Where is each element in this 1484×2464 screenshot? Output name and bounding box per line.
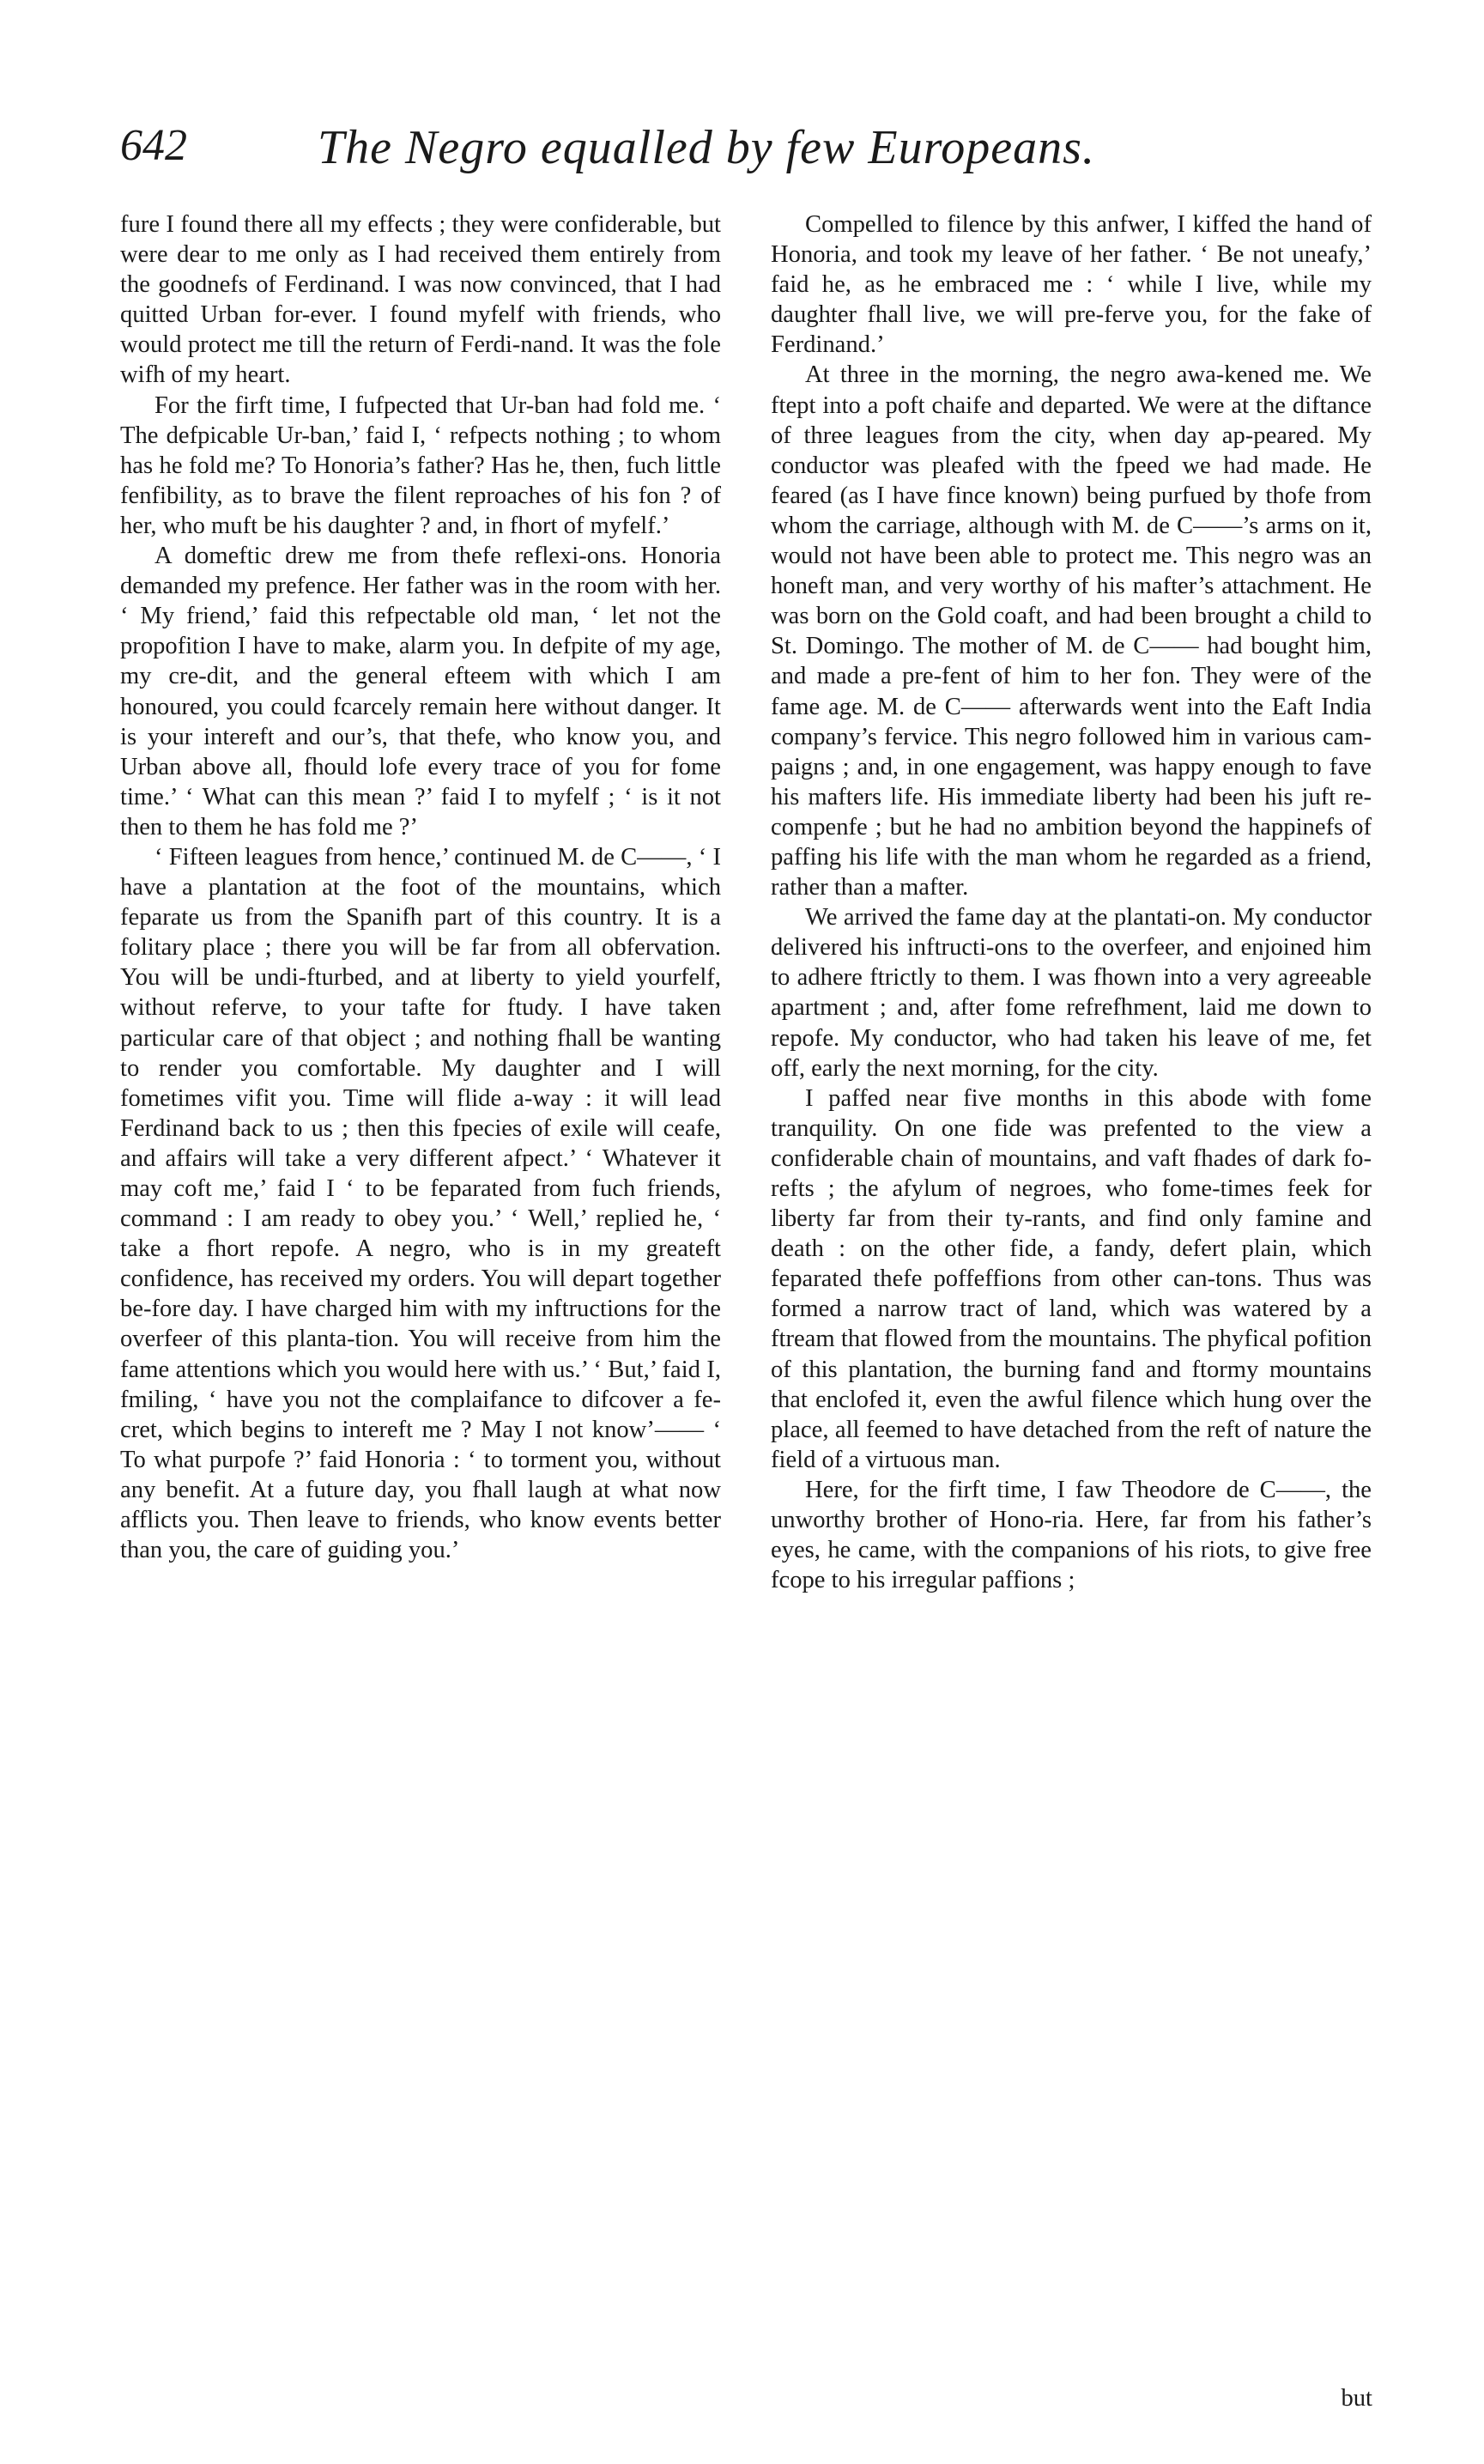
paragraph: A domeftic drew me from thefe reflexi-ons. Honoria demanded my prefence. Her father was in the room with her. ‘ My friend,’ faid this refpectable old man, ‘ let not the propofition I have to make, alarm you. In defpite of my age, my cre-dit, and the general efteem with which I am honoured, you could fcarcely remain here without danger. It is your intereft and our’s, that thefe, who know you, and Urban above all, fhould lofe every trace of you for fome time.’ ‘ What can this mean ?’ faid I to myfelf ; ‘ is it not then to them he has fold me ?’: [120, 543, 721, 841]
page-number: 642: [120, 121, 187, 170]
paragraph: Compelled to filence by this anfwer, I kiffed the hand of Honoria, and took my leave of her father. ‘ Be not uneafy,’ faid he, as he embraced me : ‘ while I live, while my daughter fhall live, we will pre-ferve you, for the fake of Ferdinand.’: [771, 211, 1372, 359]
paragraph: At three in the morning, the negro awa-kened me. We ftept into a poft chaife and departed. We were at the diftance of three leagues from the city, when day ap-peared. My conductor was pleafed with the fpeed we had made. He feared (as I have fince known) being purfued by thofe from whom the carriage, although with M. de C——’s arms on it, would not have been able to protect me. This negro was an honeft man, and very worthy of his mafter’s attachment. He was born on the Gold coaft, and had been brought a child to St. Domingo. The mother of M. de C—— had bought him, and made a pre-fent of him to her fon. They were of the fame age. M. de C—— afterwards went into the Eaft India company’s fervice. This negro followed him in various cam-paigns ; and, in one engagement, was happy enough to fave his mafters life. His immediate liberty had been his juft re-compenfe ; but he had no ambition beyond the happinefs of paffing his life with the man whom he regarded as a friend, rather than a mafter.: [771, 361, 1372, 901]
paragraph: ‘ Fifteen leagues from hence,’ continued M. de C——, ‘ I have a plantation at the foot of the mountains, which feparate us from the Spanifh part of this country. It is a folitary place ; there you will be far from all obfervation. You will be undi-fturbed, and at liberty to yield yourfelf, without referve, to your tafte for ftudy. I have taken particular care of that object ; and nothing fhall be wanting to render you comfortable. My daughter and I will fometimes vifit you. Time will flide a-way : it will lead Ferdinand back to us ; then this fpecies of exile will ceafe, and affairs will take a very different afpect.’ ‘ Whatever it may coft me,’ faid I ‘ to be feparated from fuch friends, command : I am ready to obey you.’ ‘ Well,’ replied he, ‘ take a fhort repofe. A negro, who is in my greateft confidence, has received my orders. You will depart together be-fore day. I have charged him with my inftructions for the overfeer of this planta-tion. You will receive from him the fame attentions which you would here with us.’ ‘ But,’ faid I, fmiling, ‘ have you not the complaifance to difcover a fe-cret, which begins to intereft me ? May I not know’—— ‘ To what purpofe ?’ faid Honoria : ‘ to torment you, without any benefit. At a future day, you fhall laugh at what now afflicts you. Then leave to friends, who know events better than you, the care of guiding you.’: [120, 843, 721, 1564]
left-column: [120, 209, 721, 1565]
paragraph: For the firft time, I fufpected that Ur-ban had fold me. ‘ The defpicable Ur-ban,’ faid I, ‘ refpects nothing ; to whom has he fold me? To Honoria’s father? Has he, then, fuch little fenfibility, as to brave the filent reproaches of his fon ? of her, who muft be his daughter ? and, in fhort of myfelf.’: [120, 391, 721, 539]
page-header: [120, 120, 1373, 197]
paragraph: fure I found there all my effects ; they were confiderable, but were dear to me only as I had received them entirely from the goodnefs of Ferdinand. I was now convinced, that I had quitted Urban for-ever. I found myfelf with friends, who would protect me till the return of Ferdi-nand. It was the fole wifh of my heart.: [120, 211, 721, 389]
paragraph: I paffed near five months in this abode with fome tranquility. On one fide was prefented to the view a confiderable chain of mountains, and vaft fhades of dark fo-refts ; the afylum of negroes, who fome-times feek for liberty far from their ty-rants, and find only famine and death : on the other fide, a fandy, defert plain, which feparated thefe poffeffions from other can-tons. Thus was formed a narrow tract of land, which was watered by a ftream that flowed from the mountains. The phyfical pofition of this plantation, the burning fand and ftormy mountains that enclofed it, even the awful filence which hung over the place, all feemed to have detached from the reft of nature the field of a virtuous man.: [771, 1084, 1372, 1473]
paragraph: Here, for the firft time, I faw Theodore de C——, the unworthy brother of Hono-ria. Here, far from his father’s eyes, he came, with the companions of his riots, to give free fcope to his irregular paffions ;: [771, 1476, 1372, 1594]
catchword: but: [1341, 2385, 1372, 2412]
right-column: [771, 209, 1372, 1595]
running-title: The Negro equalled by few Europeans.: [318, 121, 1095, 174]
paragraph: We arrived the fame day at the plantati-on. My conductor delivered his inftructi-ons to the overfeer, and enjoined him to adhere ftrictly to them. I was fhown into a very agreeable apartment ; and, after fome refrefhment, laid me down to repofe. My conductor, who had taken his leave of me, fet off, early the next morning, for the city.: [771, 904, 1372, 1082]
